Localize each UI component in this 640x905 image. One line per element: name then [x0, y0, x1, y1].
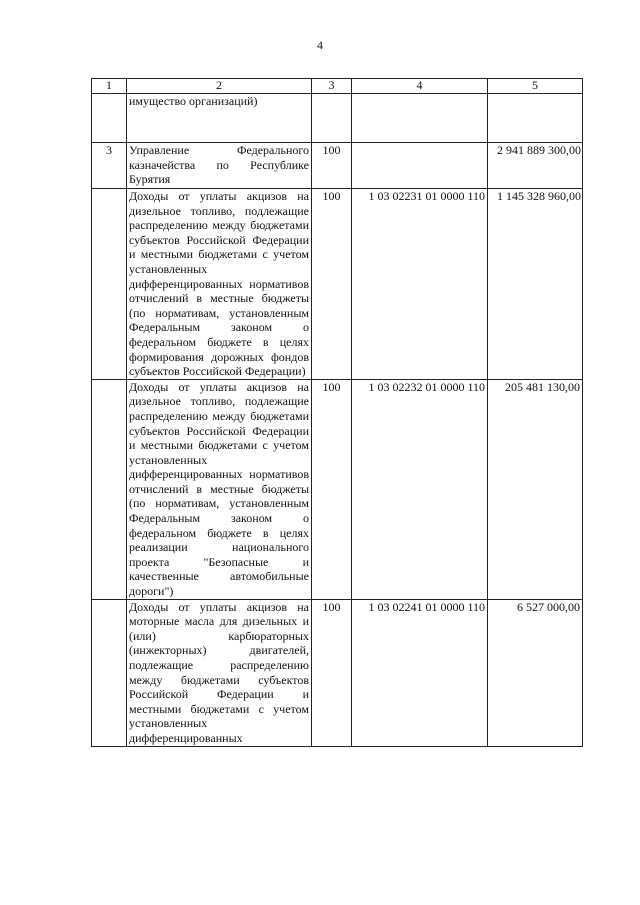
row-amount: 6 527 000,00: [488, 599, 583, 746]
row-name: Управление Федерального казначейства по Республике Бурятия: [127, 143, 312, 189]
row-admin-code: 100: [312, 189, 352, 380]
row-budget-code: 1 03 02232 01 0000 110: [352, 379, 488, 599]
row-admin-code: 100: [312, 143, 352, 189]
row-admin-code: [312, 94, 352, 143]
page-number: 4: [317, 38, 323, 52]
row-budget-code: [352, 143, 488, 189]
row-amount: 205 481 130,00: [488, 379, 583, 599]
row-number: 3: [92, 143, 127, 189]
row-number: [92, 189, 127, 380]
table-header-row: [92, 79, 583, 94]
row-amount: [488, 94, 583, 143]
table-row: [92, 143, 583, 189]
row-name: имущество организаций): [127, 94, 312, 143]
row-name: Доходы от уплаты акцизов на дизельное топливо, подлежащие распределению между бюджетами субъектов Российской Федерации и местными бюджетами с учетом установленных дифференцированных нормативов отчислений в местные бюджеты (по нормативам, установленным Федеральным законом о федеральном бюджете в целях реализации национального проекта "Безопасные и качественные автомобильные дороги"): [127, 379, 312, 599]
row-budget-code: 1 03 02231 01 0000 110: [352, 189, 488, 380]
row-budget-code: [352, 94, 488, 143]
row-amount: 1 145 328 960,00: [488, 189, 583, 380]
column-header: 2: [127, 79, 312, 94]
row-number: [92, 599, 127, 746]
table-row: [92, 94, 583, 143]
budget-table: [91, 78, 583, 747]
row-admin-code: 100: [312, 379, 352, 599]
column-header: 3: [312, 79, 352, 94]
row-budget-code: 1 03 02241 01 0000 110: [352, 599, 488, 746]
row-number: [92, 379, 127, 599]
table-row: [92, 599, 583, 746]
column-header: 5: [488, 79, 583, 94]
row-name: Доходы от уплаты акцизов на моторные масла для дизельных и (или) карбюраторных (инжекторных) двигателей, подлежащие распределению между бюджетами субъектов Российской Федерации и местными бюджетами с учетом установленных дифференцированных: [127, 599, 312, 746]
row-amount: 2 941 889 300,00: [488, 143, 583, 189]
row-number: [92, 94, 127, 143]
row-admin-code: 100: [312, 599, 352, 746]
table-row: [92, 189, 583, 380]
column-header: 1: [92, 79, 127, 94]
row-name: Доходы от уплаты акцизов на дизельное топливо, подлежащие распределению между бюджетами субъектов Российской Федерации и местными бюджетами с учетом установленных дифференцированных нормативов отчислений в местные бюджеты (по нормативам, установленным Федеральным законом о федеральном бюджете в целях формирования дорожных фондов субъектов Российской Федерации): [127, 189, 312, 380]
table-row: [92, 379, 583, 599]
column-header: 4: [352, 79, 488, 94]
